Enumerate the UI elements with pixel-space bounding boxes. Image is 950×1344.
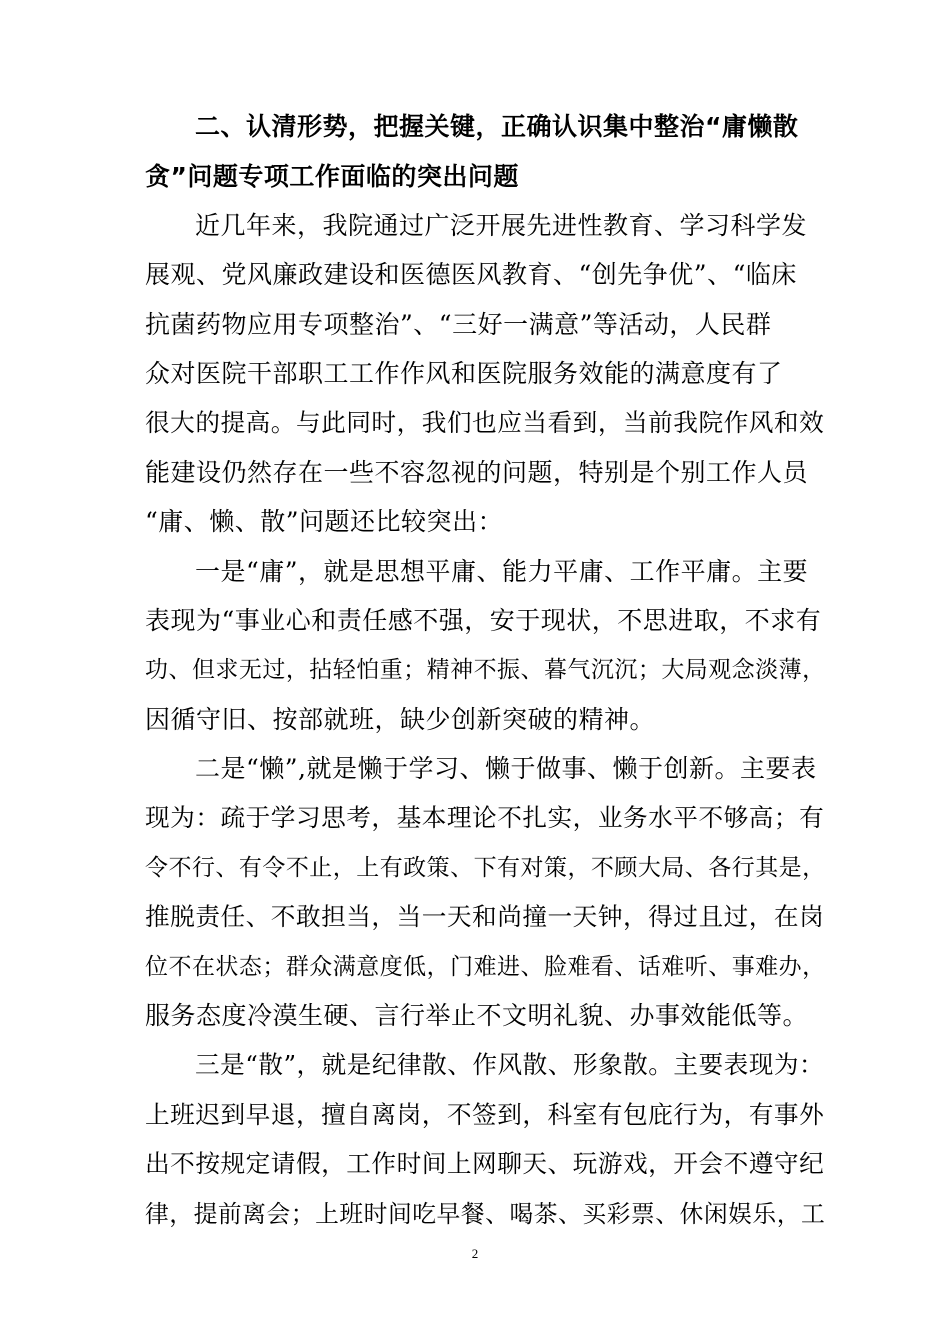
paragraph-line: 抗菌药物应用专项整治”、“三好一满意”等活动，人民群 xyxy=(145,310,772,339)
paragraph-line: 服务态度冷漠生硬、言行举止不文明礼貌、办事效能低等。 xyxy=(145,1001,809,1030)
paragraph-line: 推脱责任、不敢担当，当一天和尚撞一天钟，得过且过，在岗 xyxy=(145,902,825,931)
paragraph-line: 功、但求无过，拈轻怕重；精神不振、暮气沉沉；大局观念淡薄， xyxy=(145,657,826,683)
paragraph-line: 能建设仍然存在一些不容忽视的问题，特别是个别工作人员 xyxy=(145,458,809,487)
paragraph-line: 令不行、有令不止，上有政策、下有对策，不顾大局、各行其是， xyxy=(145,855,826,881)
paragraph-line: 现为：疏于学习思考，基本理论不扎实，业务水平不够高；有 xyxy=(145,803,825,832)
paragraph-line: 三是“散”，就是纪律散、作风散、形象散。主要表现为： xyxy=(195,1050,825,1079)
paragraph-line: 展观、党风廉政建设和医德医风教育、“创先争优”、“临床 xyxy=(145,260,797,289)
paragraph-line: 上班迟到早退，擅自离岗，不签到，科室有包庇行为，有事外 xyxy=(145,1100,825,1129)
paragraph-line: 表现为“事业心和责任感不强，安于现状，不思进取，不求有 xyxy=(145,606,822,635)
paragraph-line: 众对医院干部职工工作作风和医院服务效能的满意度有了 xyxy=(145,359,783,388)
paragraph-line: 因循守旧、按部就班，缺少创新突破的精神。 xyxy=(145,705,656,734)
paragraph-line: 一是“庸”，就是思想平庸、能力平庸、工作平庸。主要 xyxy=(195,557,809,586)
paragraph-line: 出不按规定请假，工作时间上网聊天、玩游戏，开会不遵守纪 xyxy=(145,1149,825,1178)
section-heading-line-1: 二、认清形势，把握关键，正确认识集中整治“庸懒散 xyxy=(195,112,799,141)
paragraph-line: 二是“懒”,就是懒于学习、懒于做事、懒于创新。主要表 xyxy=(195,754,817,783)
section-heading-line-2: 贪”问题专项工作面临的突出问题 xyxy=(145,162,519,191)
paragraph-line: “庸、懒、散”问题还比较突出： xyxy=(145,507,504,536)
paragraph-line: 位不在状态；群众满意度低，门难进、脸难看、话难听、事难办， xyxy=(145,954,826,980)
page-number: 2 xyxy=(471,1246,479,1261)
paragraph-line: 律，提前离会；上班时间吃早餐、喝茶、买彩票、休闲娱乐，工 xyxy=(145,1200,826,1228)
paragraph-line: 近几年来，我院通过广泛开展先进性教育、学习科学发 xyxy=(195,211,808,240)
paragraph-line: 很大的提高。与此同时，我们也应当看到，当前我院作风和效 xyxy=(145,408,825,437)
